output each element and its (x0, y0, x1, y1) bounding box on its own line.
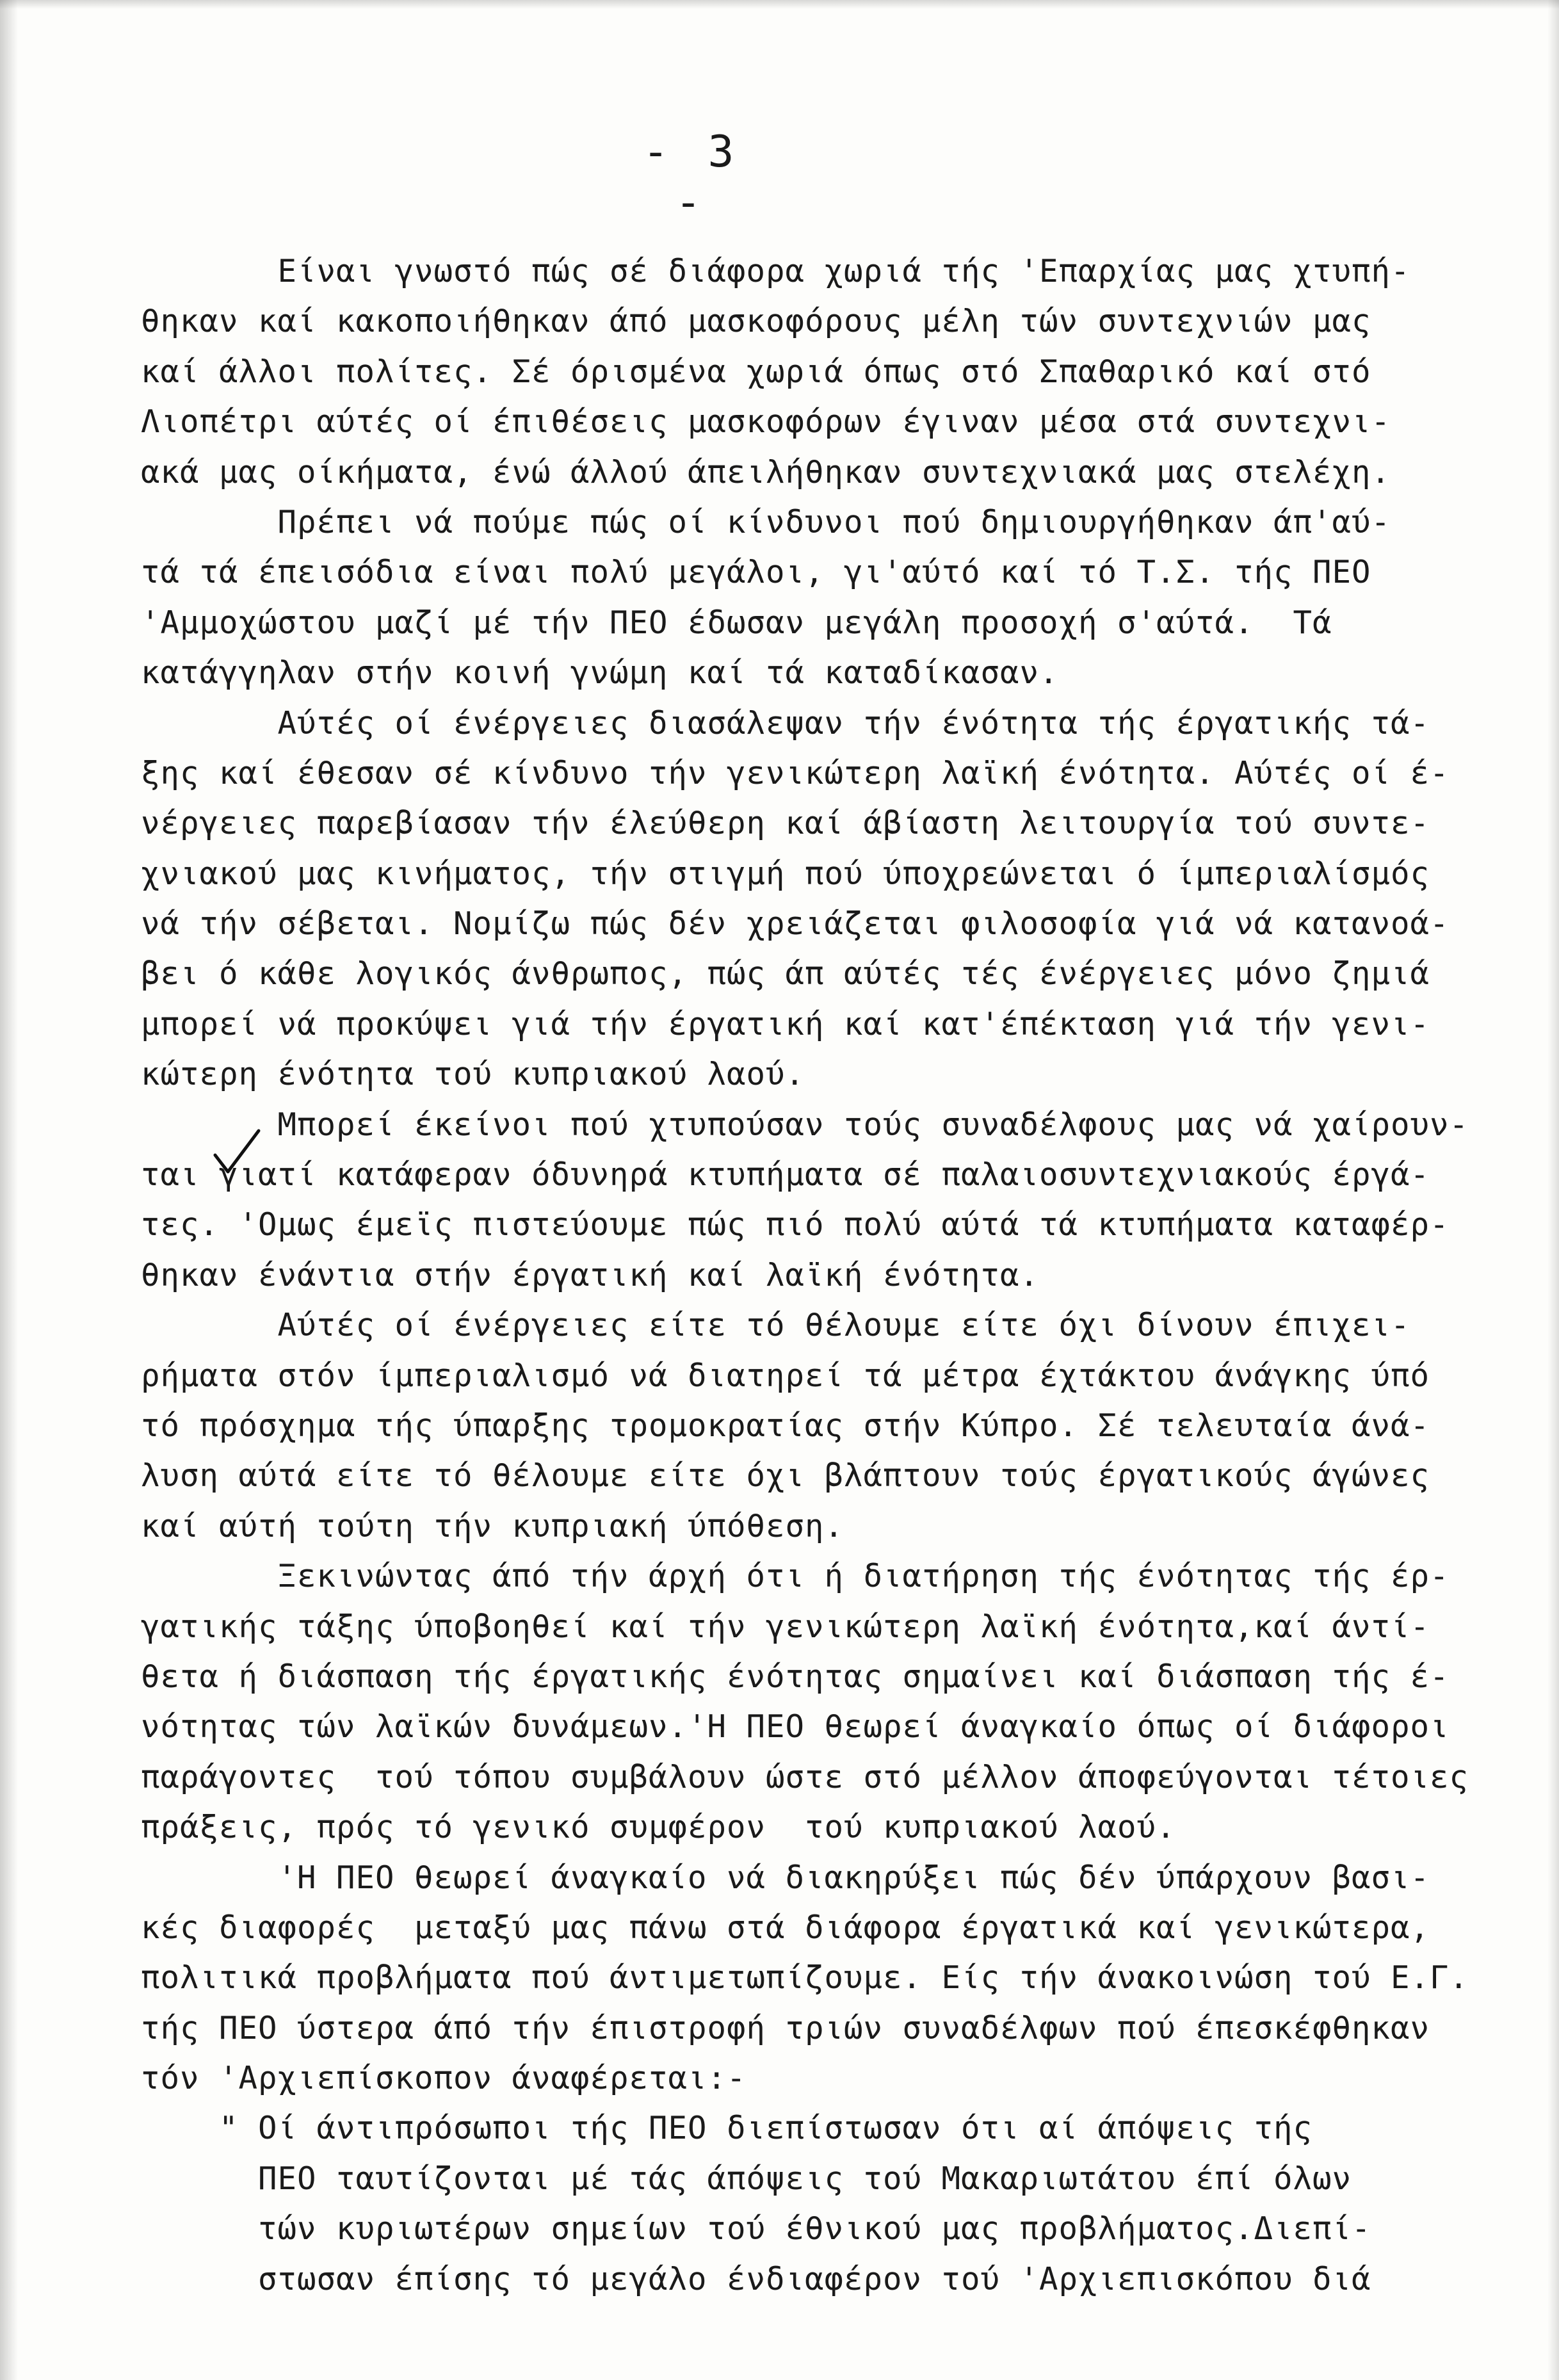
text-line: καί άλλοι πολίτες. Σέ όρισμένα χωριά όπως στό Σπαθαρικό καί στό (141, 353, 1371, 390)
text-line: θηκαν ένάντια στήν έργατική καί λαϊκή ένότητα. (141, 1256, 1040, 1293)
text-line: τών κυριωτέρων σημείων τού έθνικού μας προβλήματος.Διεπί- (141, 2210, 1371, 2247)
text-line: 'Αμμοχώστου μαζί μέ τήν ΠΕΟ έδωσαν μεγάλη προσοχή σ'αύτά. Τά (141, 604, 1332, 641)
text-line: μπορεί νά προκύψει γιά τήν έργατική καί κατ'έπέκταση γιά τήν γενι- (141, 1005, 1430, 1042)
text-line: νέργειες παρεβίασαν τήν έλεύθερη καί άβίαστη λειτουργία τού συντε- (141, 805, 1430, 842)
text-line: τες. 'Ομως έμεϊς πιστεύουμε πώς πιό πολύ αύτά τά κτυπήματα καταφέρ- (141, 1206, 1450, 1243)
scan-edge-top (0, 0, 1559, 9)
text-line: τόν 'Αρχιεπίσκοπον άναφέρεται:- (141, 2060, 747, 2097)
text-line: παράγοντες τού τόπου συμβάλουν ώστε στό μέλλον άποφεύγονται τέτοιες (141, 1758, 1469, 1795)
text-line: λυση αύτά είτε τό θέλουμε είτε όχι βλάπτουν τούς έργατικούς άγώνες (141, 1457, 1430, 1494)
text-line: θηκαν καί κακοποιήθηκαν άπό μασκοφόρους μέλη τών συντεχνιών μας (141, 303, 1371, 340)
text-line: Ξεκινώντας άπό τήν άρχή ότι ή διατήρηση τής ένότητας τής έρ- (141, 1558, 1450, 1595)
text-line: κές διαφορές μεταξύ μας πάνω στά διάφορα έργατικά καί γενικώτερα, (141, 1909, 1430, 1946)
text-line: τής ΠΕΟ ύστερα άπό τήν έπιστροφή τριών συναδέλφων πού έπεσκέφθηκαν (141, 2009, 1430, 2046)
scan-edge-right (1547, 0, 1559, 2380)
text-line: βει ό κάθε λογικός άνθρωπος, πώς άπ αύτές τές ένέργειες μόνο ζημιά (141, 955, 1430, 992)
text-line: τά τά έπεισόδια είναι πολύ μεγάλοι, γι'αύτό καί τό Τ.Σ. τής ΠΕΟ (141, 554, 1371, 591)
text-line: Πρέπει νά πούμε πώς οί κίνδυνοι πού δημιουργήθηκαν άπ'αύ- (141, 503, 1391, 540)
text-line: Αύτές οί ένέργειες διασάλεψαν τήν ένότητα τής έργατικής τά- (141, 704, 1430, 741)
text-line: ξης καί έθεσαν σέ κίνδυνο τήν γενικώτερη λαϊκή ένότητα. Αύτές οί έ- (141, 754, 1450, 791)
text-line: χνιακού μας κινήματος, τήν στιγμή πού ύποχρεώνεται ό ίμπεριαλίσμός (141, 855, 1430, 892)
text-line: καί αύτή τούτη τήν κυπριακή ύπόθεση. (141, 1507, 844, 1544)
page-number: - 3 - (642, 127, 741, 228)
handwritten-check-mark-icon (211, 1127, 263, 1178)
body-text (141, 247, 1479, 2304)
text-line: ακά μας οίκήματα, ένώ άλλού άπειλήθηκαν συντεχνιακά μας στελέχη. (141, 453, 1391, 490)
text-line: τό πρόσχημα τής ύπαρξης τρομοκρατίας στήν Κύπρο. Σέ τελευταία άνά- (141, 1407, 1430, 1444)
text-line: 'Η ΠΕΟ θεωρεί άναγκαίο νά διακηρύξει πώς δέν ύπάρχουν βασι- (141, 1859, 1430, 1896)
text-line: ται γιατί κατάφεραν όδυνηρά κτυπήματα σέ παλαιοσυντεχνιακούς έργά- (141, 1156, 1430, 1194)
text-line: Λιοπέτρι αύτές οί έπιθέσεις μασκοφόρων έγιναν μέσα στά συντεχνι- (141, 403, 1391, 441)
text-line: γατικής τάξης ύποβοηθεί καί τήν γενικώτερη λαϊκή ένότητα,καί άντί- (141, 1608, 1430, 1645)
text-line: νά τήν σέβεται. Νομίζω πώς δέν χρειάζεται φιλοσοφία γιά νά κατανοά- (141, 905, 1450, 943)
text-line: πολιτικά προβλήματα πού άντιμετωπίζουμε. Είς τήν άνακοινώση τού Ε.Γ. (141, 1959, 1469, 1996)
text-line: πράξεις, πρός τό γενικό συμφέρον τού κυπριακού λαού. (141, 1809, 1176, 1846)
text-line: ΠΕΟ ταυτίζονται μέ τάς άπόψεις τού Μακαριωτάτου έπί όλων (141, 2160, 1352, 2197)
text-line: στωσαν έπίσης τό μεγάλο ένδιαφέρον τού 'Αρχιεπισκόπου διά (141, 2260, 1371, 2297)
text-line: κώτερη ένότητα τού κυπριακού λαού. (141, 1056, 805, 1093)
text-line: νότητας τών λαϊκών δυνάμεων.'Η ΠΕΟ θεωρεί άναγκαίο όπως οί διάφοροι (141, 1708, 1450, 1745)
text-line: " Οί άντιπρόσωποι τής ΠΕΟ διεπίστωσαν ότι αί άπόψεις τής (141, 2110, 1313, 2147)
text-line: θετα ή διάσπαση τής έργατικής ένότητας σημαίνει καί διάσπαση τής έ- (141, 1658, 1450, 1695)
text-line: ρήματα στόν ίμπεριαλισμό νά διατηρεί τά μέτρα έχτάκτου άνάγκης ύπό (141, 1357, 1430, 1394)
text-line: κατάγγηλαν στήν κοινή γνώμη καί τά καταδίκασαν. (141, 654, 1059, 692)
text-line: Είναι γνωστό πώς σέ διάφορα χωριά τής 'Επαρχίας μας χτυπή- (141, 253, 1410, 289)
scan-edge-left (0, 0, 18, 2380)
text-line: Αύτές οί ένέργειες είτε τό θέλουμε είτε όχι δίνουν έπιχει- (141, 1307, 1410, 1344)
text-line: Μπορεί έκείνοι πού χτυπούσαν τούς συναδέλφους μας νά χαίρουν- (141, 1106, 1469, 1143)
